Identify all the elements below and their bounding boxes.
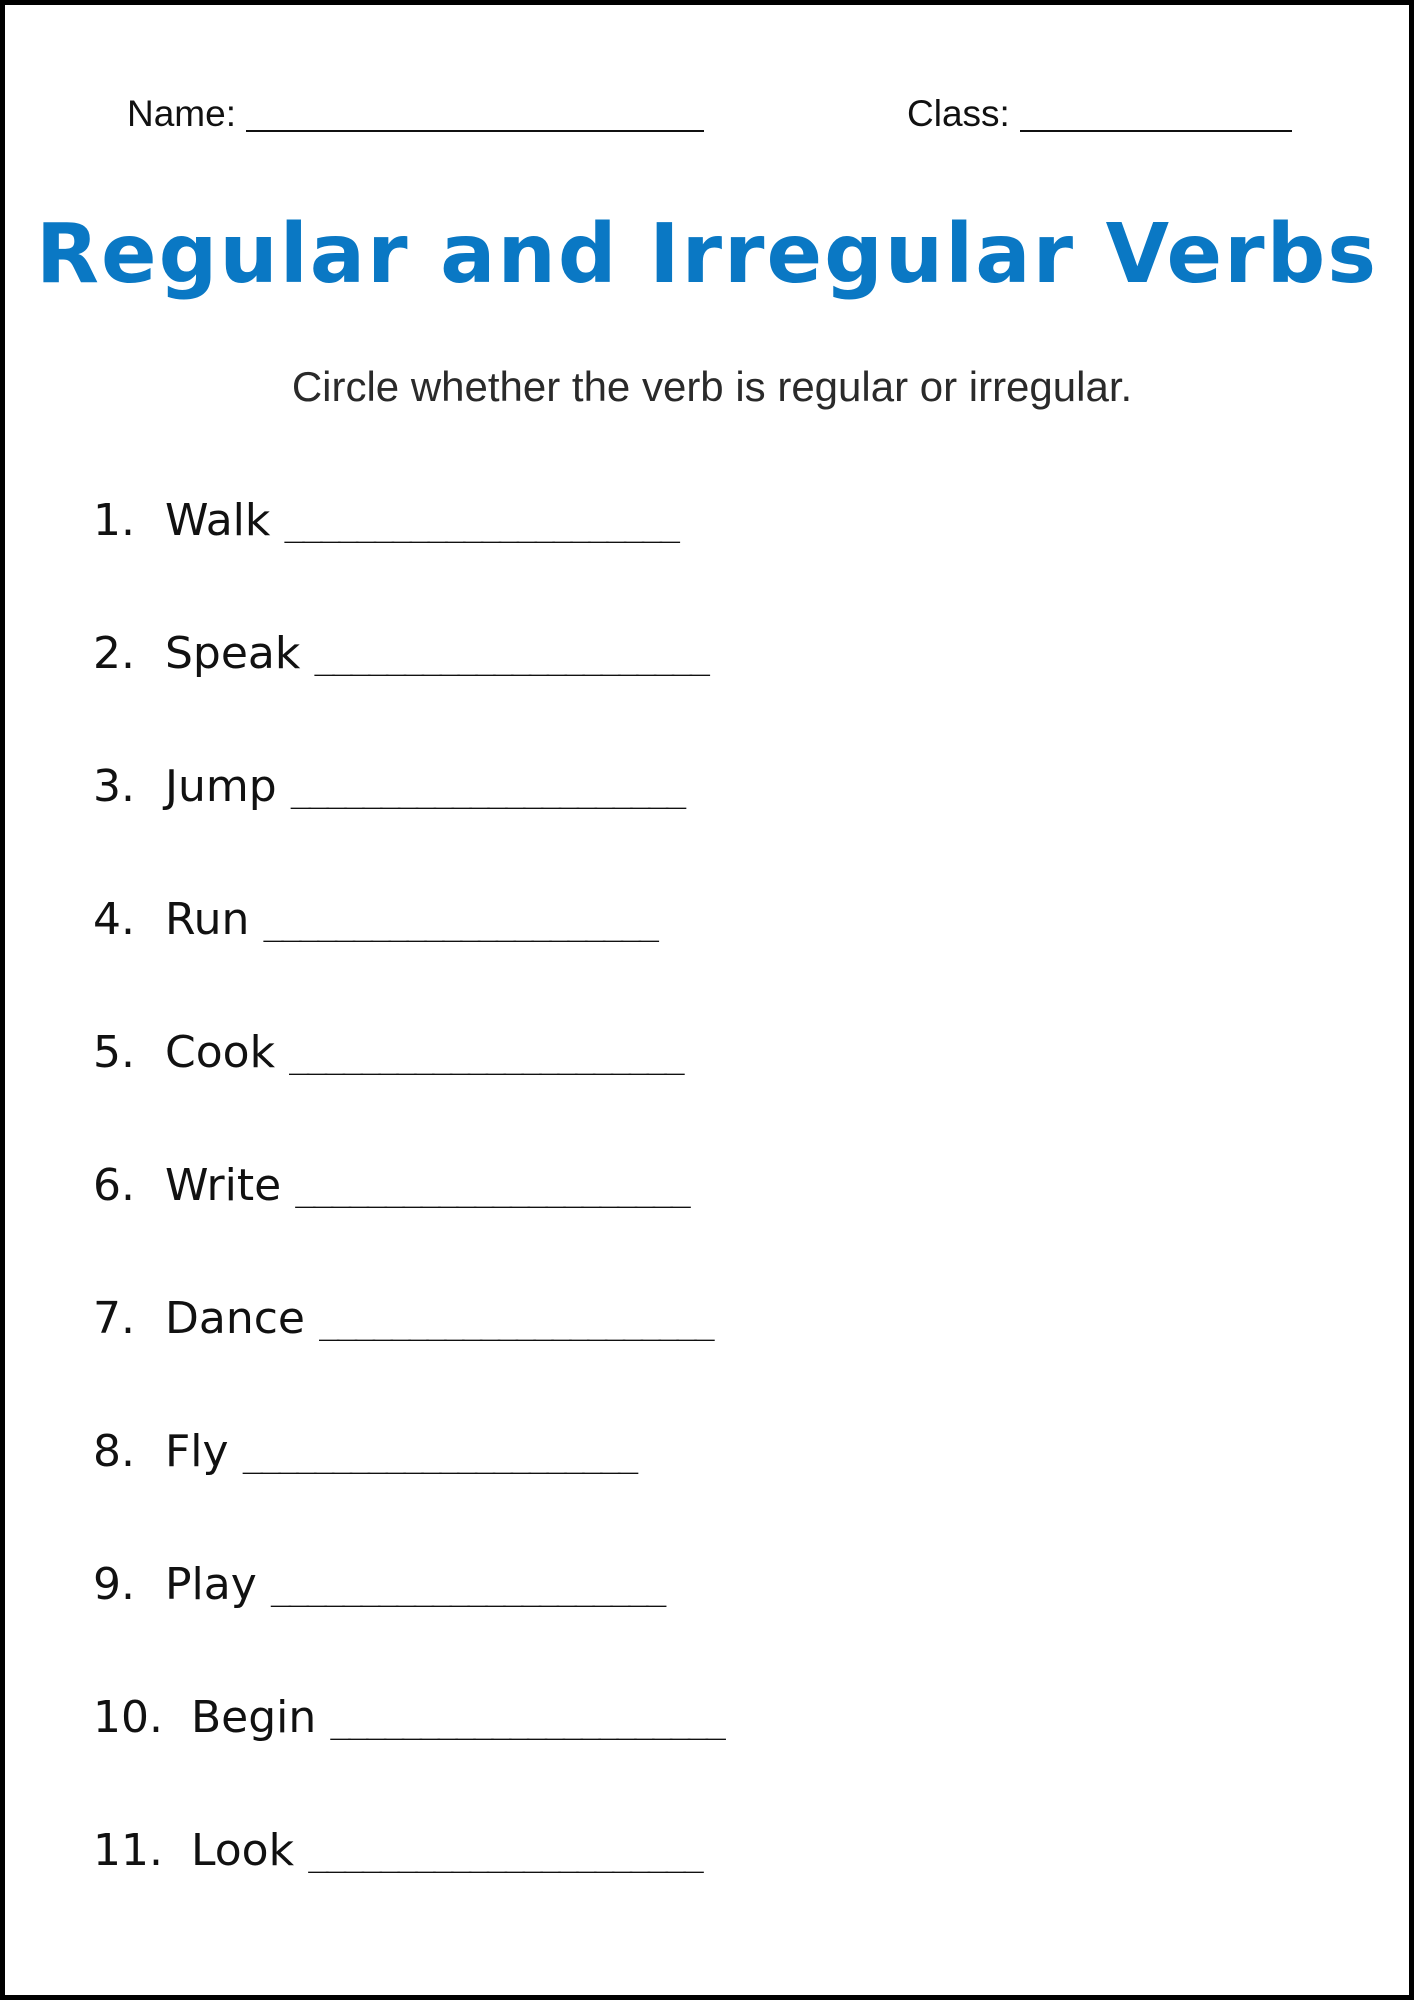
question-verb: Look	[191, 1825, 295, 1876]
question-list	[93, 495, 723, 1958]
question-verb: Fly	[165, 1426, 229, 1477]
answer-blank[interactable]: ______________________	[242, 1435, 636, 1475]
question-item	[93, 1692, 723, 1825]
question-verb: Play	[165, 1559, 257, 1610]
page-title: Regular and Irregular Verbs	[35, 207, 1379, 302]
answer-blank[interactable]: ______________________	[308, 1834, 702, 1874]
class-label: Class:	[907, 93, 1010, 134]
question-item	[93, 628, 723, 761]
question-number: 6.	[93, 1160, 135, 1211]
question-item	[93, 1426, 723, 1559]
answer-blank[interactable]: ______________________	[290, 770, 684, 810]
question-number: 3.	[93, 761, 135, 812]
answer-blank[interactable]: ______________________	[319, 1302, 713, 1342]
name-write-line[interactable]	[246, 100, 704, 132]
question-item	[93, 495, 723, 628]
question-number: 9.	[93, 1559, 135, 1610]
answer-blank[interactable]: ______________________	[330, 1701, 724, 1741]
class-write-line[interactable]	[1020, 100, 1292, 132]
question-item	[93, 1160, 723, 1293]
name-field	[127, 93, 704, 135]
question-number: 7.	[93, 1293, 135, 1344]
question-verb: Begin	[191, 1692, 317, 1743]
question-verb: Cook	[165, 1027, 276, 1078]
answer-blank[interactable]: ______________________	[263, 903, 657, 943]
question-number: 4.	[93, 894, 135, 945]
question-number: 2.	[93, 628, 135, 679]
answer-blank[interactable]: ______________________	[289, 1036, 683, 1076]
name-label: Name:	[127, 93, 236, 134]
instruction-text: Circle whether the verb is regular or irregular.	[291, 363, 1133, 410]
question-verb: Write	[165, 1160, 282, 1211]
question-item	[93, 894, 723, 1027]
question-number: 11.	[93, 1825, 163, 1876]
question-number: 5.	[93, 1027, 135, 1078]
answer-blank[interactable]: ______________________	[284, 504, 678, 544]
question-item	[93, 761, 723, 894]
question-verb: Speak	[165, 628, 301, 679]
question-number: 8.	[93, 1426, 135, 1477]
answer-blank[interactable]: ______________________	[270, 1568, 664, 1608]
question-item	[93, 1293, 723, 1426]
question-number: 10.	[93, 1692, 163, 1743]
question-item	[93, 1825, 723, 1958]
question-verb: Walk	[165, 495, 271, 546]
question-item	[93, 1027, 723, 1160]
question-verb: Run	[165, 894, 250, 945]
question-item	[93, 1559, 723, 1692]
answer-blank[interactable]: ______________________	[314, 637, 708, 677]
question-number: 1.	[93, 495, 135, 546]
class-field	[907, 93, 1292, 135]
question-verb: Dance	[165, 1293, 305, 1344]
answer-blank[interactable]: ______________________	[295, 1169, 689, 1209]
question-verb: Jump	[165, 761, 277, 812]
